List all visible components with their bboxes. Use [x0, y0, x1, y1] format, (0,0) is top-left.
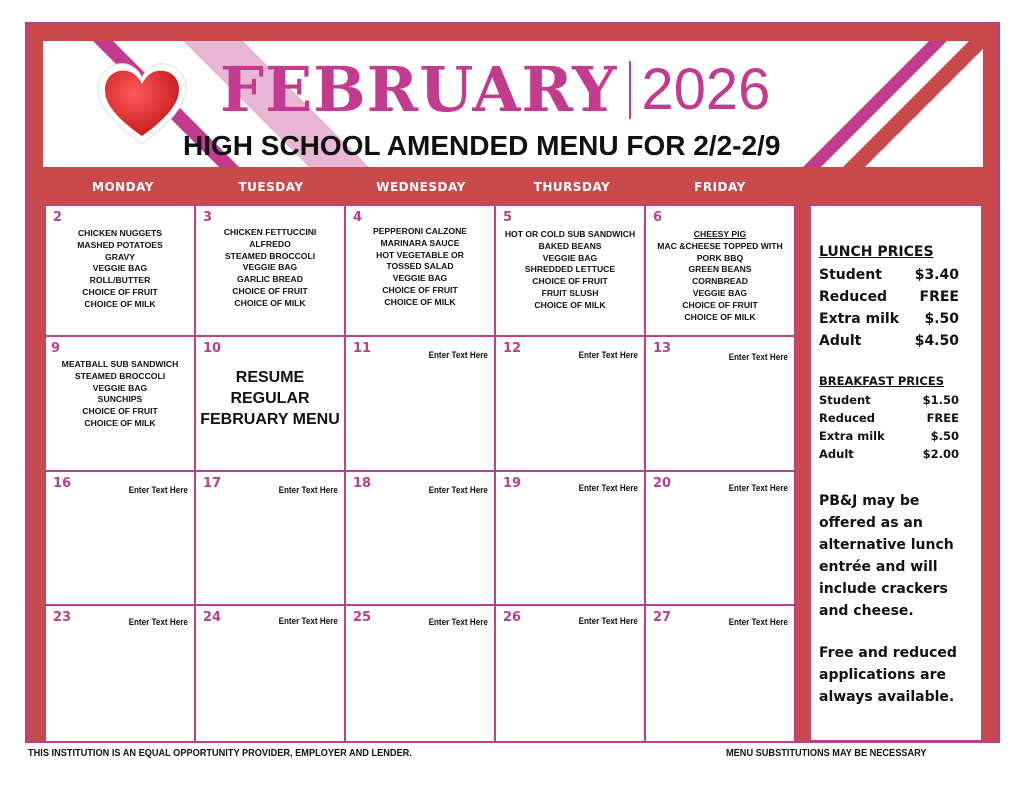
menu-item: MARINARA SAUCE [380, 237, 460, 248]
weekday-header-wednesday: WEDNESDAY [376, 180, 466, 194]
menu-item: MASHED POTATOES [77, 239, 163, 250]
day-number: 23 [53, 610, 72, 625]
placeholder-text: Enter Text Here [278, 616, 338, 626]
day-cell [495, 205, 645, 336]
day-cell [645, 605, 795, 742]
menu-item: VEGGIE BAG [542, 252, 598, 263]
price-value: $.50 [930, 429, 959, 443]
menu-item: PEPPERONI CALZONE [372, 226, 468, 236]
free-reduced-note: Free and reduced applications are always available. [819, 645, 957, 705]
resume-notice [196, 367, 344, 430]
day-number: 27 [653, 610, 672, 625]
day-cell [345, 471, 495, 605]
lunch-prices-heading: LUNCH PRICES [819, 244, 934, 260]
price-value: $1.50 [922, 393, 959, 407]
placeholder-text: Enter Text Here [428, 485, 488, 495]
day-number: 12 [503, 341, 522, 356]
day-cell [645, 336, 795, 471]
menu-item: GREEN BEANS [688, 264, 752, 275]
day-number: 25 [353, 610, 372, 625]
day-cell [345, 205, 495, 336]
menu-item: GARLIC BREAD [237, 274, 303, 285]
title-year: 2026 [641, 57, 771, 122]
menu-item: STEAMED BROCCOLI [74, 370, 166, 381]
price-row [819, 286, 983, 308]
menu-item: VEGGIE BAG [392, 273, 448, 284]
day-number: 11 [353, 341, 372, 356]
day-number: 6 [653, 210, 663, 225]
price-value: $2.00 [922, 447, 959, 461]
day-cell [495, 471, 645, 605]
menu-item: STEAMED BROCCOLI [224, 250, 316, 261]
day-cell [495, 336, 645, 471]
placeholder-text: Enter Text Here [428, 350, 488, 360]
day-cell [45, 205, 195, 336]
menu-item: VEGGIE BAG [692, 287, 748, 298]
menu-list [350, 226, 490, 309]
title [220, 55, 770, 125]
day-number: 3 [203, 210, 213, 225]
menu-item: CHICKEN NUGGETS [77, 228, 163, 238]
menu-item: CHOICE OF FRUIT [232, 285, 308, 296]
menu-item: CHOICE OF FRUIT [382, 284, 458, 295]
menu-item: VEGGIE BAG [92, 263, 148, 274]
day-cell [645, 205, 795, 336]
footer-substitutions: MENU SUBSTITUTIONS MAY BE NECESSARY [726, 748, 927, 759]
day-number: 4 [353, 210, 363, 225]
menu-list [650, 229, 790, 323]
weekday-header-friday: FRIDAY [694, 180, 746, 194]
day-cell [45, 605, 195, 742]
weekday-header-thursday: THURSDAY [533, 180, 611, 194]
menu-item: MAC &CHEESE TOPPED WITH [657, 240, 783, 251]
menu-item: TOSSED SALAD [386, 261, 454, 272]
resume-line: RESUME [235, 369, 305, 386]
day-number: 13 [653, 341, 672, 356]
day-number: 19 [503, 476, 522, 491]
menu-item: CHOICE OF MILK [384, 296, 456, 307]
placeholder-text: Enter Text Here [578, 616, 638, 626]
price-label: Reduced [819, 289, 888, 305]
price-value: FREE [919, 289, 959, 305]
placeholder-text: Enter Text Here [278, 485, 338, 495]
menu-item: CHOICE OF FRUIT [532, 276, 608, 287]
price-row [819, 330, 983, 352]
day-cell [195, 605, 345, 742]
day-cell [195, 205, 345, 336]
menu-list [500, 229, 640, 312]
placeholder-text: Enter Text Here [728, 617, 788, 627]
menu-item: CHOICE OF MILK [684, 311, 756, 322]
breakfast-price-list [819, 391, 983, 463]
day-number: 17 [203, 476, 222, 491]
menu-item: CHOICE OF FRUIT [682, 299, 758, 310]
price-sidebar [810, 205, 982, 741]
price-label: Adult [819, 333, 862, 349]
day-cell [195, 471, 345, 605]
page-subtitle: HIGH SCHOOL AMENDED MENU FOR 2/2-2/9 [183, 130, 781, 161]
price-value: $4.50 [914, 333, 959, 349]
day-cell [645, 471, 795, 605]
title-divider [629, 61, 631, 119]
price-row [819, 409, 983, 427]
menu-item: CHOICE OF FRUIT [82, 406, 158, 417]
menu-item: HOT OR COLD SUB SANDWICH [504, 229, 636, 239]
menu-item: VEGGIE BAG [242, 262, 298, 273]
menu-item: CHOICE OF MILK [534, 299, 606, 310]
placeholder-text: Enter Text Here [578, 350, 638, 360]
day-cell [45, 471, 195, 605]
placeholder-text: Enter Text Here [428, 617, 488, 627]
price-value: $3.40 [914, 267, 959, 283]
day-number: 2 [53, 210, 63, 225]
menu-item: SHREDDED LETTUCE [524, 264, 616, 275]
resume-line: FEBRUARY MENU [200, 411, 340, 428]
day-cell [495, 605, 645, 742]
menu-item: CORNBREAD [692, 276, 748, 287]
menu-item: MEATBALL SUB SANDWICH [61, 359, 179, 369]
day-cell [345, 605, 495, 742]
menu-list [50, 228, 190, 311]
menu-item: CHOICE OF MILK [84, 417, 156, 428]
day-number: 24 [203, 610, 222, 625]
price-row [819, 445, 983, 463]
price-row [819, 264, 983, 286]
menu-item: SUNCHIPS [97, 394, 143, 405]
day-cell [345, 336, 495, 471]
weekday-header-tuesday: TUESDAY [238, 180, 304, 194]
day-number: 20 [653, 476, 672, 491]
day-number: 5 [503, 210, 513, 225]
menu-item: CHOICE OF FRUIT [82, 286, 158, 297]
breakfast-prices-heading: BREAKFAST PRICES [819, 374, 944, 388]
menu-list [50, 359, 190, 430]
menu-item: CHEESY PIG [693, 229, 747, 239]
lunch-price-list [819, 264, 983, 352]
menu-item: GRAVY [105, 251, 135, 262]
weekday-header-monday: MONDAY [92, 180, 154, 194]
day-number: 26 [503, 610, 522, 625]
day-number: 9 [51, 341, 61, 356]
placeholder-text: Enter Text Here [578, 483, 638, 493]
price-label: Student [819, 267, 882, 283]
menu-list [200, 227, 340, 310]
menu-item: PORK BBQ [696, 252, 744, 263]
pbj-note: PB&J may be offered as an alternative lunch entrée and will include crackers and cheese. [819, 493, 954, 619]
menu-item: CHICKEN FETTUCCINI [223, 227, 317, 237]
menu-item: ALFREDO [249, 238, 291, 249]
day-number: 16 [53, 476, 72, 491]
menu-item: CHOICE OF MILK [84, 298, 156, 309]
price-label: Extra milk [819, 311, 900, 327]
price-row [819, 391, 983, 409]
menu-item: FRUIT SLUSH [541, 287, 599, 298]
price-label: Adult [819, 447, 854, 461]
price-row [819, 427, 983, 445]
placeholder-text: Enter Text Here [728, 352, 788, 362]
day-number: 18 [353, 476, 372, 491]
footer-equal-opportunity: THIS INSTITUTION IS AN EQUAL OPPORTUNITY PROVIDER, EMPLOYER AND LENDER. [28, 748, 412, 759]
price-value: $.50 [924, 311, 959, 327]
price-label: Extra milk [819, 429, 885, 443]
resume-line: REGULAR [230, 390, 310, 407]
placeholder-text: Enter Text Here [728, 483, 788, 493]
menu-item: CHOICE OF MILK [234, 297, 306, 308]
price-value: FREE [926, 411, 959, 425]
placeholder-text: Enter Text Here [128, 485, 188, 495]
day-cell [195, 336, 345, 471]
price-label: Reduced [819, 411, 875, 425]
price-row [819, 308, 983, 330]
heart-icon [92, 58, 192, 148]
title-month: FEBRUARY [220, 53, 618, 126]
price-label: Student [819, 393, 871, 407]
menu-item: BAKED BEANS [538, 240, 602, 251]
menu-item: VEGGIE BAG [92, 382, 148, 393]
day-number: 10 [203, 341, 222, 356]
menu-item: ROLL/BUTTER [89, 275, 151, 286]
placeholder-text: Enter Text Here [128, 617, 188, 627]
menu-item: HOT VEGETABLE OR [376, 249, 464, 260]
day-cell [45, 336, 195, 471]
